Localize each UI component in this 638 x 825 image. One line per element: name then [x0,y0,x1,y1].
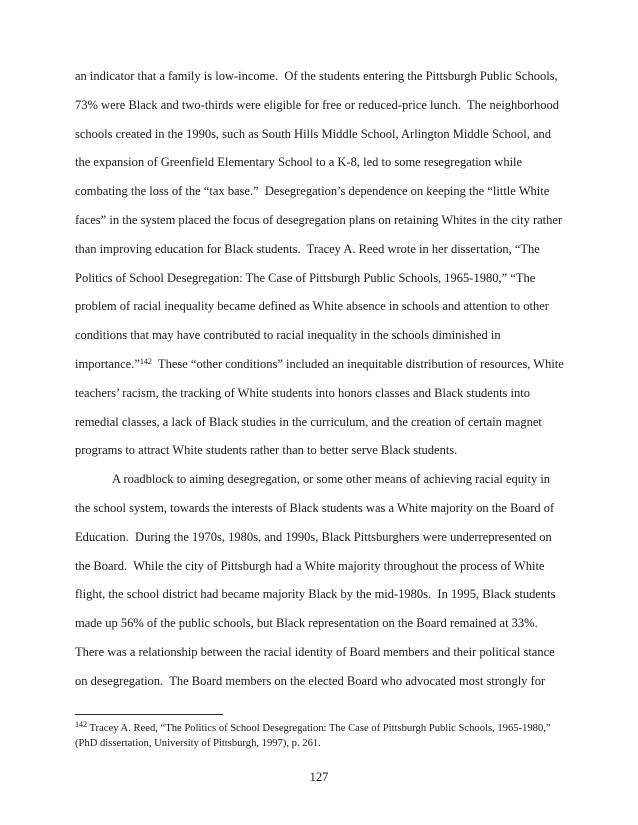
footnote-separator-rule [75,714,223,715]
footnote-text: Tracey A. Reed, “The Politics of School Desegregation: The Case of Pittsburgh Public Schools, 1965-1980,” (PhD dissertation, University of Pittsburgh, 1997), p. 261. [75,723,554,749]
footnote-reference-marker: 142 [139,356,152,366]
paragraph-continued [75,62,567,465]
paragraph1-text-after-footnote: These “other conditions” included an inequitable distribution of resources, White teachers’ racism, the tracking of White students into honors classes and Black students into remedial classes, a lack of Black studies in the curriculum, and the creation of certain magnet programs to attract White students rather than to better serve Black students. [75,356,567,458]
page-number: 127 [309,770,329,784]
footnote-area [75,714,575,751]
page-body [75,62,567,696]
footnote-number: 142 [75,719,87,729]
paragraph-2: A roadblock to aiming desegregation, or some other means of achieving racial equity in the school system, towards the interests of Black students was a White majority on the Board of Education. During the 1970s, 1980s, and 1990s, Black Pittsburghers were underrepresented on the Board. While the city of Pittsburgh had a White majority throughout the process of White flight, the school district had became majority Black by the mid-1980s. In 1995, Black students made up 56% of the public schools, but Black representation on the Board remained at 33%. There was a relationship between the racial identity of Board members and their political stance on desegregation. The Board members on the elected Board who advocated most strongly for [75,472,559,688]
footnote-142 [75,719,575,751]
paragraph1-text-before-footnote: an indicator that a family is low-income. Of the students entering the Pittsburgh Public Schools, 73% were Black and two-thirds were eligible for free or reduced-price lunch. The neighborhood schools created in the 1990s, such as South Hills Middle School, Arlington Middle School, and the expansion of Greenfield Elementary School to a K-8, led to some resegregation while combating the loss of the “tax base.” Desegregation’s dependence on keeping the “little White faces” in the system placed the focus of desegregation plans on retaining Whites in the city rather than improving education for Black students. Tracey A. Reed wrote in her dissertation, “The Politics of School Desegregation: The Case of Pittsburgh Public Schools, 1965-1980,” “The problem of racial inequality became defined as White absence in schools and attention to other conditions that may have contributed to racial inequality in the schools diminished in importance.” [75,69,566,371]
